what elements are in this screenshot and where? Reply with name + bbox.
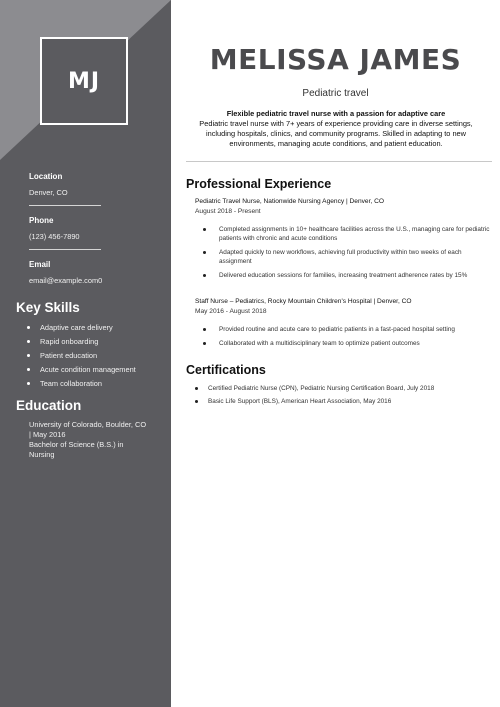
education-date: | May 2016 <box>29 430 66 439</box>
candidate-name: MELISSA JAMES <box>209 43 462 76</box>
skill-item <box>27 376 136 390</box>
skill-item <box>27 334 136 348</box>
bullet-icon <box>203 342 206 345</box>
skills-heading: Key Skills <box>16 300 80 315</box>
contact-divider <box>29 205 101 206</box>
bullet-icon <box>203 328 206 331</box>
monogram: MJ <box>67 68 101 94</box>
bullet-text: Provided routine and acute care to pediatric patients in a fast-paced hospital setting <box>219 326 455 333</box>
monogram-box <box>40 37 128 125</box>
job-bullet <box>203 271 490 280</box>
certifications-heading: Certifications <box>186 363 266 377</box>
education-school: University of Colorado, Boulder, CO <box>29 420 147 429</box>
bullet-icon <box>27 382 30 385</box>
job-entry <box>195 298 490 353</box>
bullet-icon <box>27 326 30 329</box>
email-label: Email <box>29 260 51 269</box>
contact-section <box>29 172 149 286</box>
education-degree-field: Nursing <box>29 450 55 459</box>
phone-label: Phone <box>29 216 54 225</box>
skill-label: Adaptive care delivery <box>40 322 113 332</box>
location-value: Denver, CO <box>29 188 68 197</box>
bullet-icon <box>203 228 206 231</box>
certification-text: Certified Pediatric Nurse (CPN), Pediatric Nursing Certification Board, July 2018 <box>208 385 435 392</box>
experience-heading: Professional Experience <box>186 177 332 191</box>
education-degree: Bachelor of Science (B.S.) in <box>29 440 124 449</box>
bullet-icon <box>27 354 30 357</box>
contact-divider <box>29 249 101 250</box>
bullet-text: Collaborated with a multidisciplinary team to optimize patient outcomes <box>219 340 420 347</box>
job-bullet <box>203 248 490 266</box>
bullet-icon <box>27 340 30 343</box>
bullet-icon <box>203 251 206 254</box>
bullet-text: Completed assignments in 10+ healthcare facilities across the U.S., managing care for pediatric patients with chronic and acute conditions <box>219 226 490 242</box>
header-divider <box>186 161 492 162</box>
bullet-icon <box>195 400 198 403</box>
job-bullet <box>203 325 490 334</box>
job-subtitle: Pediatric travel <box>302 88 369 99</box>
job-title: Pediatric Travel Nurse, Nationwide Nursing Agency | Denver, CO <box>195 198 384 205</box>
certifications-list <box>195 384 490 410</box>
bullet-icon <box>203 274 206 277</box>
contact-email <box>29 260 149 286</box>
job-bullet <box>203 225 490 243</box>
location-label: Location <box>29 172 63 181</box>
certification-text: Basic Life Support (BLS), American Heart Association, May 2016 <box>208 398 392 405</box>
education-details <box>29 420 157 460</box>
education-heading: Education <box>16 398 82 413</box>
sidebar <box>0 0 171 707</box>
job-title: Staff Nurse – Pediatrics, Rocky Mountain Children's Hospital | Denver, CO <box>195 298 412 305</box>
skill-label: Team collaboration <box>40 378 103 388</box>
certification-item <box>195 397 490 410</box>
job-bullet <box>203 339 490 348</box>
bullet-icon <box>195 387 198 390</box>
skill-label: Acute condition management <box>40 364 136 374</box>
contact-location <box>29 172 149 206</box>
summary-text: Pediatric travel nurse with 7+ years of experience providing care in diverse settings, including hospitals, clinics, and community programs. Skilled in adapting to new environments, managing acute conditions, and patient education. <box>199 119 473 148</box>
skills-list <box>27 320 136 390</box>
contact-phone <box>29 216 149 250</box>
certification-item <box>195 384 490 397</box>
skill-item <box>27 320 136 334</box>
job-entry <box>195 198 490 285</box>
skill-item <box>27 362 136 376</box>
job-bullets <box>203 225 490 280</box>
bullet-icon <box>27 368 30 371</box>
job-dates: August 2018 - Present <box>195 208 261 215</box>
job-bullets <box>203 325 490 348</box>
summary-headline: Flexible pediatric travel nurse with a passion for adaptive care <box>226 109 446 118</box>
job-dates: May 2016 - August 2018 <box>195 308 267 315</box>
email-value: email@example.com0 <box>29 276 103 285</box>
phone-value: (123) 456-7890 <box>29 232 80 241</box>
skill-label: Rapid onboarding <box>40 336 99 346</box>
summary <box>186 109 486 149</box>
skill-label: Patient education <box>40 350 98 360</box>
bullet-text: Adapted quickly to new workflows, achieving full productivity within two weeks of each assignment <box>219 249 462 265</box>
bullet-text: Delivered education sessions for families, increasing treatment adherence rates by 15% <box>219 272 468 279</box>
skill-item <box>27 348 136 362</box>
